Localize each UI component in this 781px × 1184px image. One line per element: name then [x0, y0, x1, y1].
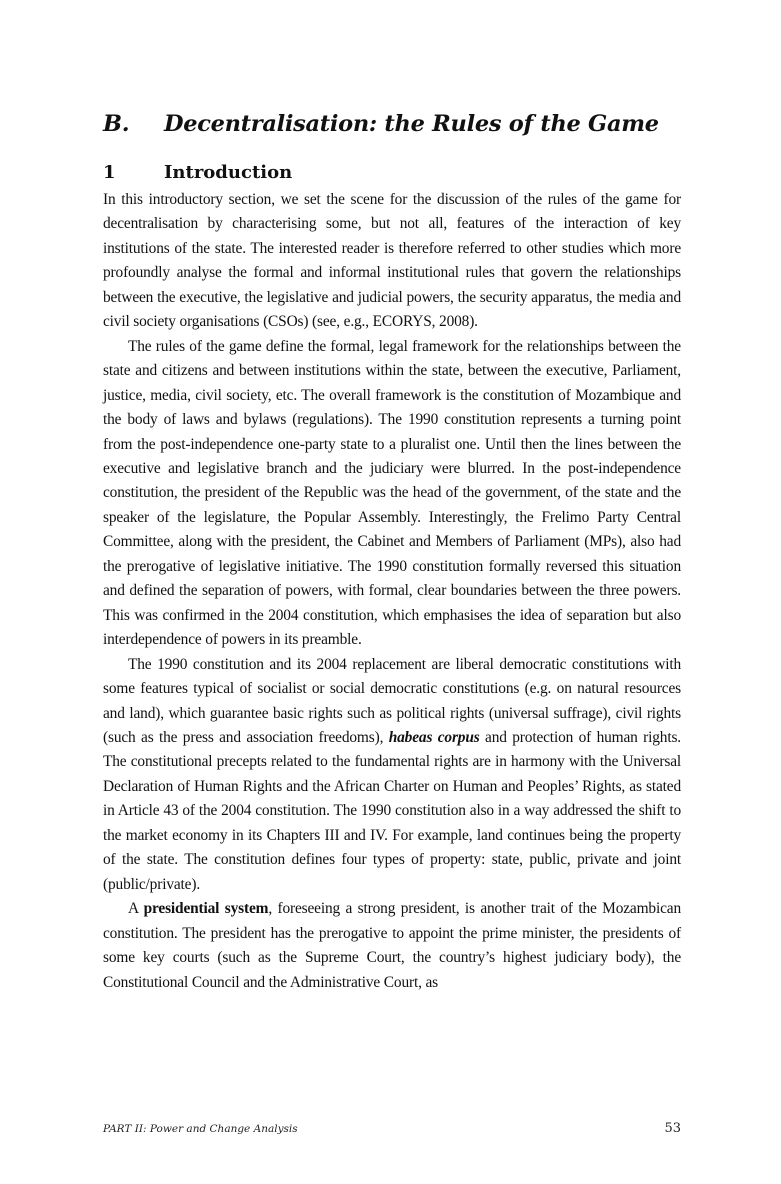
paragraph-4-text-before: A: [128, 900, 144, 918]
latin-term-habeas-corpus: habeas corpus: [388, 728, 480, 746]
body-text: [103, 188, 681, 995]
paragraph-4: [103, 897, 681, 995]
section-number: B.: [103, 111, 130, 137]
bold-term-presidential-system: presidential system: [143, 900, 269, 918]
section-title-text: Decentralisation: the Rules of the Game: [164, 111, 659, 137]
footer-running-title: PART II: Power and Change Analysis: [103, 1123, 298, 1135]
paragraph-3: [103, 653, 681, 898]
section-heading: [103, 104, 703, 144]
subsection-heading: [103, 161, 603, 185]
paragraph-3-text-before: The 1990 constitution and its 2004 replacement are liberal democratic constitutions with some features typical of socialist or social democratic constitutions (e.g. on natural resources and land), which guarantee basic rights such as political rights (universal suffrage), civil rights (such as the press and association freedoms),: [103, 655, 681, 746]
paragraph-4-text-after: , foreseeing a strong president, is another trait of the Mozambican constitution. The president has the prerogative to appoint the prime minister, the presidents of some key courts (such as the Supreme Court, the country’s highest judiciary body), the Constitutional Council and the Administrative Court, as: [103, 900, 681, 991]
page-number: 53: [664, 1121, 681, 1136]
subsection-number: 1: [103, 162, 116, 183]
subsection-title-text: Introduction: [164, 162, 293, 183]
paragraph-3-text-after: and protection of human rights. The constitutional precepts related to the fundamental rights are in harmony with the Universal Declaration of Human Rights and the African Charter on Human and Peoples’ Rights, as stated in Article 43 of the 2004 constitution. The 1990 constitution also in a way addressed the shift to the market economy in its Chapters III and IV. For example, land continues being the property of the state. The constitution defines four types of property: state, public, private and joint (public/private).: [103, 728, 682, 893]
paragraph-2: The rules of the game define the formal, legal framework for the relationships between the state and citizens and between institutions within the state, between the executive, Parliament, justice, media, civil society, etc. The overall framework is the constitution of Mozambique and the body of laws and bylaws (regulations). The 1990 constitution represents a turning point from the post-independence one-party state to a pluralist one. Until then the lines between the executive and legislative branch and the judiciary were blurred. In the post-independence constitution, the president of the Republic was the head of the government, of the state and the speaker of the legislature, the Popular Assembly. Interestingly, the Frelimo Party Central Committee, along with the president, the Cabinet and Members of Parliament (MPs), also had the prerogative of legislative initiative. The 1990 constitution formally reversed this situation and defined the separation of powers, with formal, clear boundaries between the three powers. This was confirmed in the 2004 constitution, which emphasises the idea of separation but also interdependence of powers in its preamble.: [103, 337, 681, 649]
paragraph-1: In this introductory section, we set the scene for the discussion of the rules of the game for decentralisation by characterising some, but not all, features of the interaction of key institutions of the state. The interested reader is therefore referred to other studies which more profoundly analyse the formal and informal institutional rules that govern the relationships between the executive, the legislative and judicial powers, the security apparatus, the media and civil society organisations (CSOs) (see, e.g., ECORYS, 2008).: [103, 191, 681, 331]
